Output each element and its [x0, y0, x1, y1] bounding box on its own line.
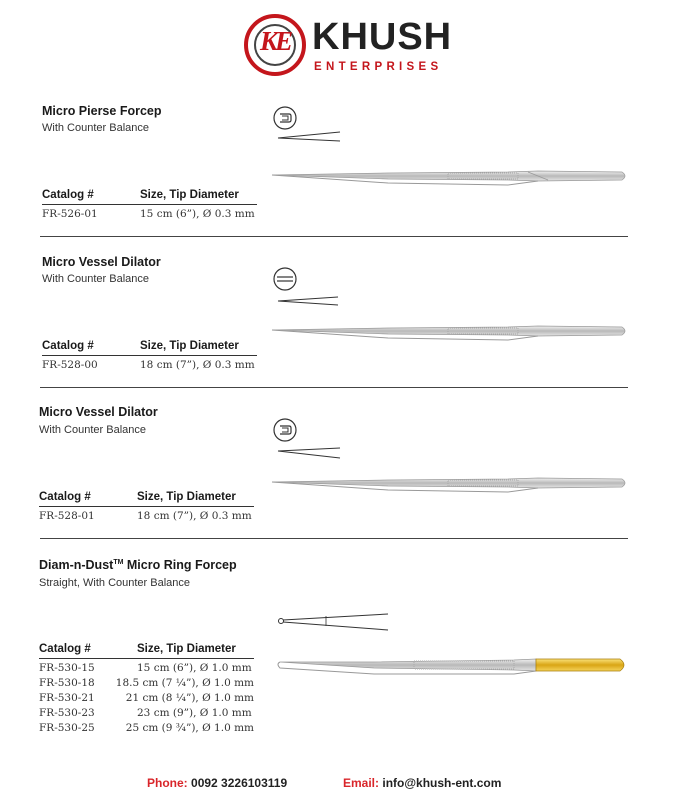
brand-name: KHUSH	[312, 16, 453, 58]
table-header	[39, 643, 254, 659]
catalog-table	[39, 643, 254, 734]
size-value: 18 cm (7”), Ø 0.3 mm	[140, 359, 255, 371]
table-header	[39, 491, 254, 507]
table-row	[39, 677, 254, 689]
title-main: Diam-n-Dust	[39, 558, 114, 572]
title-rest: Micro Ring Forcep	[123, 558, 237, 572]
tip-side-view-icon	[276, 446, 346, 460]
section-divider	[40, 236, 628, 237]
table-row	[39, 722, 254, 734]
product-subtitle: Straight, With Counter Balance	[39, 577, 191, 589]
table-row	[42, 208, 257, 220]
company-logo	[244, 12, 454, 78]
size-value: 23 cm (9”), Ø 1.0 mm	[137, 707, 252, 719]
table-row	[42, 359, 257, 371]
catalog-header: Catalog #	[39, 643, 91, 655]
forcep-instrument-image	[268, 318, 630, 348]
table-row	[39, 510, 254, 522]
section-divider	[40, 538, 628, 539]
forcep-instrument-image	[268, 163, 630, 193]
section-divider	[40, 387, 628, 388]
size-value: 25 cm (9 ¾”), Ø 1.0 mm	[125, 722, 254, 734]
logo-mark: KE	[259, 26, 291, 56]
catalog-number: FR-530-15	[39, 662, 95, 674]
size-header: Size, Tip Diameter	[137, 643, 236, 655]
forcep-instrument-image	[268, 470, 630, 500]
size-header: Size, Tip Diameter	[140, 340, 239, 352]
trademark-sup: TM	[113, 558, 124, 566]
catalog-table	[42, 189, 257, 220]
catalog-number: FR-530-21	[39, 692, 95, 704]
catalog-number: FR-528-00	[42, 359, 98, 371]
size-header: Size, Tip Diameter	[137, 491, 236, 503]
gold-handle-forcep-image	[274, 652, 630, 684]
catalog-table	[39, 491, 254, 522]
product-subtitle: With Counter Balance	[42, 273, 149, 285]
catalog-number: FR-530-25	[39, 722, 95, 734]
catalog-number: FR-530-18	[39, 677, 95, 689]
product-subtitle: With Counter Balance	[39, 424, 146, 436]
catalog-number: FR-526-01	[42, 208, 98, 220]
brand-subtitle: ENTERPRISES	[314, 61, 443, 73]
tip-side-view-icon	[276, 130, 346, 144]
catalog-number: FR-530-23	[39, 707, 95, 719]
product-title: Micro Vessel Dilator	[42, 255, 161, 269]
table-header	[42, 189, 257, 205]
product-title: Micro Pierse Forcep	[42, 104, 162, 118]
catalog-header: Catalog #	[42, 340, 94, 352]
table-row	[39, 707, 254, 719]
tip-profile-icon	[273, 418, 297, 442]
catalog-header: Catalog #	[42, 189, 94, 201]
size-value: 18 cm (7”), Ø 0.3 mm	[137, 510, 252, 522]
catalog-table	[42, 340, 257, 371]
size-header: Size, Tip Diameter	[140, 189, 239, 201]
email-address[interactable]: info@khush-ent.com	[382, 776, 502, 790]
size-value: 15 cm (6”), Ø 1.0 mm	[137, 662, 252, 674]
table-header	[42, 340, 257, 356]
product-title: Micro Vessel Dilator	[39, 405, 158, 419]
phone-contact	[147, 776, 287, 790]
catalog-header: Catalog #	[39, 491, 91, 503]
size-value: 21 cm (8 ¼”), Ø 1.0 mm	[125, 692, 254, 704]
email-contact	[343, 776, 501, 790]
size-value: 15 cm (6”), Ø 0.3 mm	[140, 208, 255, 220]
ring-tip-side-view-icon	[276, 612, 392, 636]
phone-label: Phone:	[147, 776, 188, 790]
phone-number[interactable]: 0092 3226103119	[191, 776, 288, 790]
catalog-number: FR-528-01	[39, 510, 95, 522]
table-row	[39, 692, 254, 704]
tip-side-view-icon	[276, 294, 346, 308]
product-title	[39, 558, 237, 572]
size-value: 18.5 cm (7 ¼”), Ø 1.0 mm	[115, 677, 254, 689]
table-row	[39, 662, 254, 674]
email-label: Email:	[343, 776, 380, 790]
tip-profile-icon	[273, 267, 297, 291]
tip-profile-icon	[273, 106, 297, 130]
product-subtitle: With Counter Balance	[42, 122, 149, 134]
